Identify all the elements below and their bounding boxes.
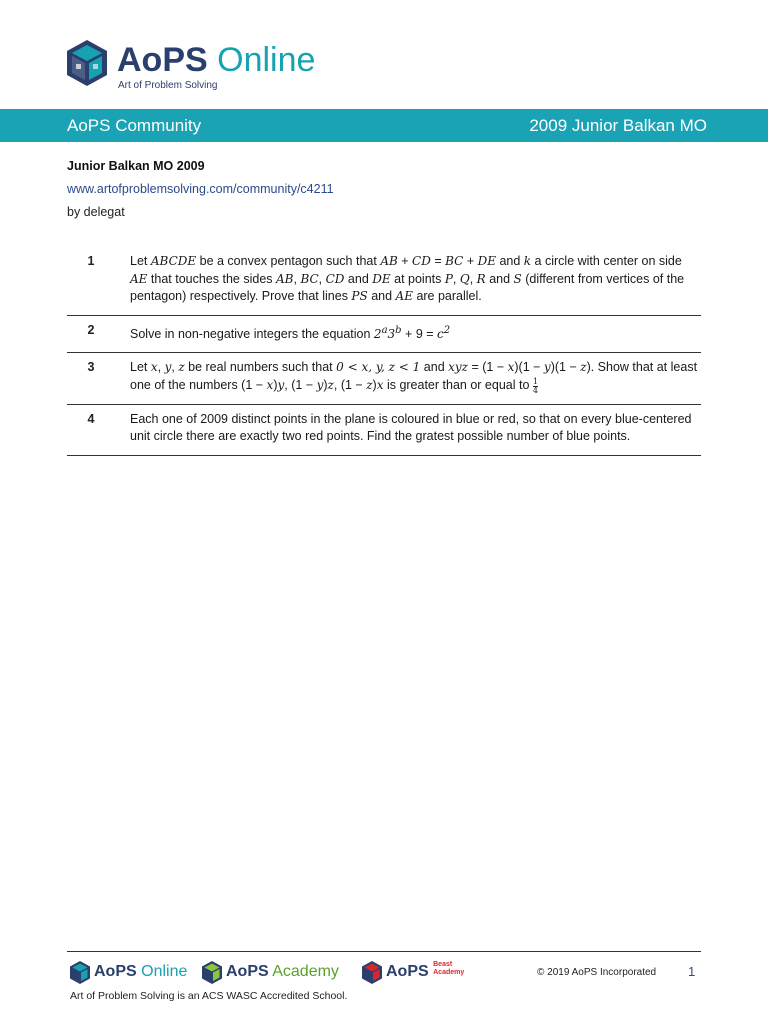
footer-logos: AoPS Online AoPS Academy AoPS Beast Academy	[70, 958, 510, 986]
problem-text: Let ABCDE be a convex pentagon such that AB + CD = BC + DE and k a circle with center on side AE that touches the sides AB, BC, CD and DE at points P, Q, R and S (different from vertices of the pentagon) respectively. Prove that lines PS and AE are parallel.	[130, 254, 685, 303]
aops-academy-icon	[202, 961, 222, 984]
problem-number: 1	[87, 254, 95, 268]
contest-title: Junior Balkan MO 2009	[67, 159, 205, 173]
author-line: by delegat	[67, 205, 125, 219]
contest-meta	[67, 155, 334, 224]
problem-list	[67, 247, 701, 456]
banner-contest: 2009 Junior Balkan MO	[529, 116, 707, 135]
aops-cube-icon	[67, 40, 107, 86]
problem-number: 2	[87, 322, 95, 337]
page-number: 1	[688, 964, 696, 979]
problem-text: Each one of 2009 distinct points in the plane is coloured in blue or red, so that on every blue-centered unit circle there are exactly two red points. Find the gratest possible number of blue points.	[130, 411, 692, 443]
problem-text: Let x, y, z be real numbers such that 0 < x, y, z < 1 and xyz = (1 − x)(1 − y)(1 − z). Show that at least one of the numbers (1 − x)y, (1 − y)z, (1 − z)x is greater than or equal to $\frac{1}{4}$	[130, 360, 698, 395]
problem-text: Solve in non-negative integers the equation $2^a3^b + 9 = c^2$	[130, 324, 451, 341]
brand-name: AoPS Online	[117, 41, 316, 79]
brand-tagline: Art of Problem Solving	[118, 80, 218, 91]
footer-divider	[67, 951, 701, 952]
aops-beast-icon	[362, 961, 382, 984]
aops-cube-icon	[70, 961, 90, 984]
community-link[interactable]: www.artofproblemsolving.com/community/c4211	[67, 182, 334, 196]
problem-item	[67, 247, 701, 316]
aops-online-logo	[67, 38, 327, 94]
header-banner	[0, 109, 768, 142]
copyright: © 2019 AoPS Incorporated	[537, 967, 657, 978]
banner-community: AoPS Community	[67, 116, 202, 135]
problem-item	[67, 405, 701, 456]
accreditation-note: Art of Problem Solving is an ACS WASC Accredited School.	[70, 990, 348, 1002]
fraction-one-quarter: $\frac{1}{4}$	[532, 376, 538, 395]
problem-number: 3	[87, 360, 95, 374]
problem-number: 4	[87, 411, 95, 426]
problem-item	[67, 353, 701, 405]
problem-item	[67, 316, 701, 354]
